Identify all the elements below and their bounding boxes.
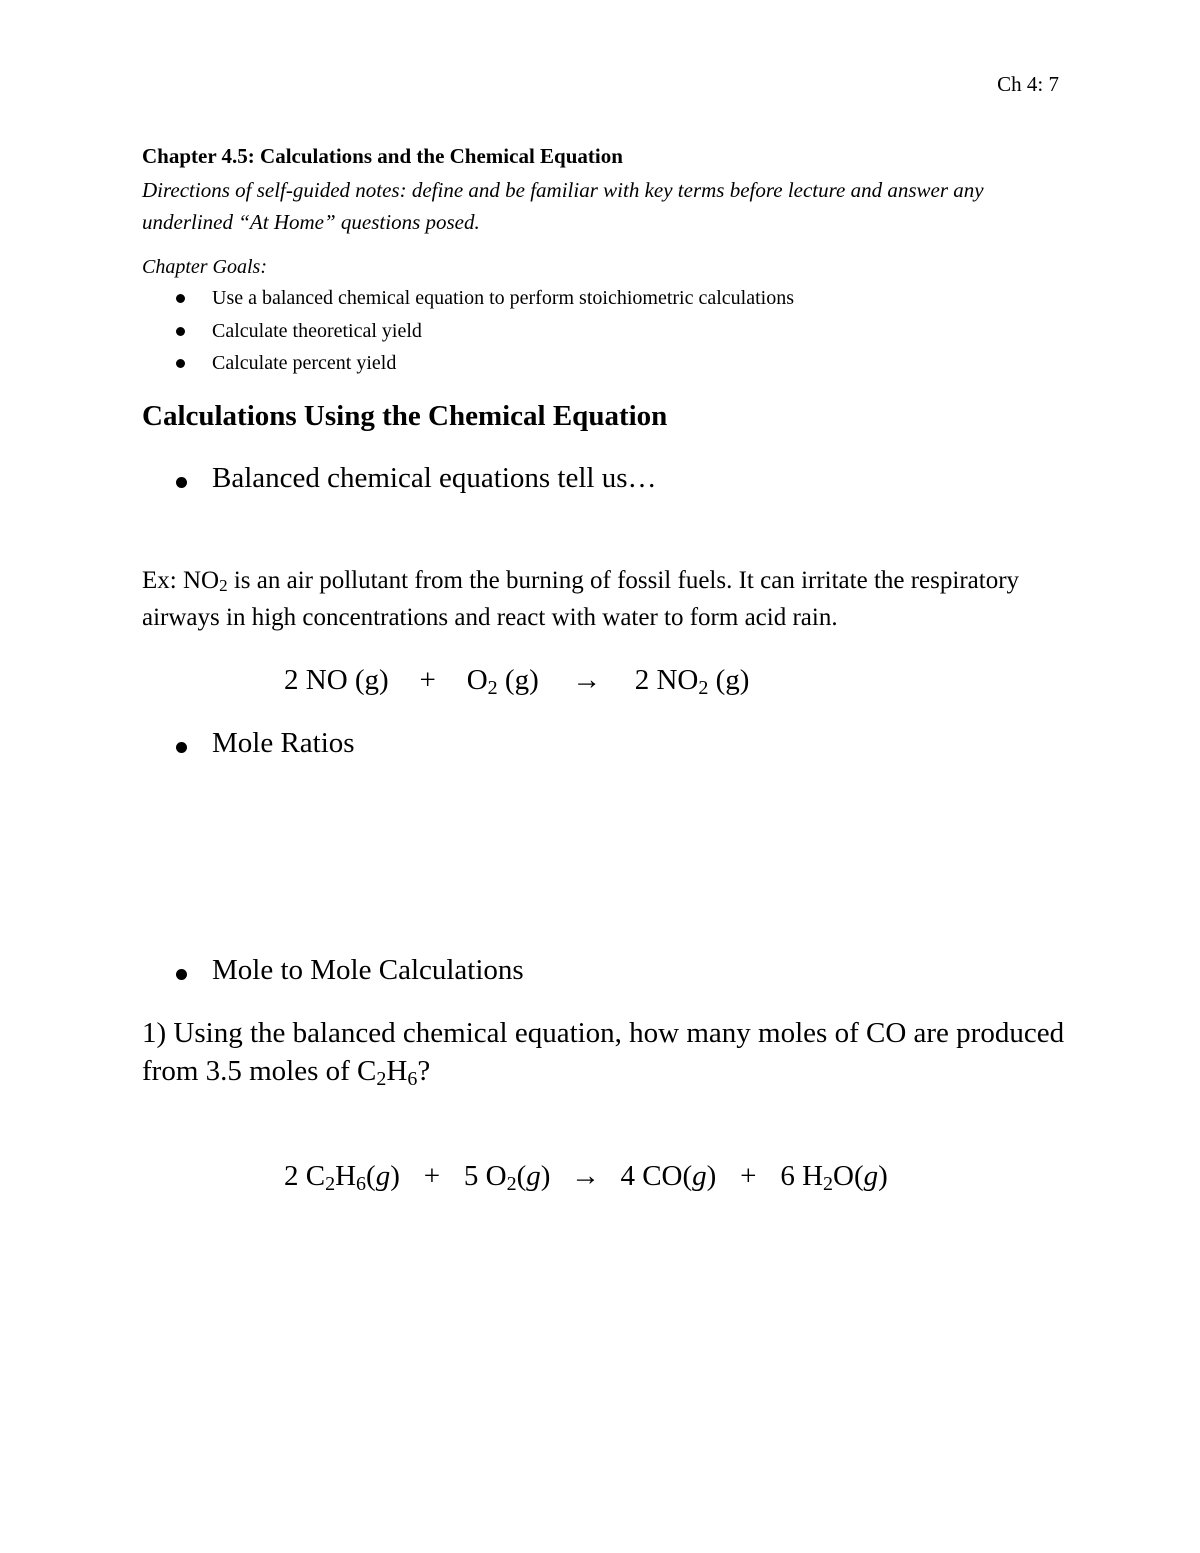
bullet-icon <box>176 477 187 488</box>
subscript: 2 <box>219 576 228 595</box>
eq-plus: + <box>423 1160 441 1192</box>
bullet-text: Balanced chemical equations tell us… <box>212 462 657 494</box>
bullet-balanced-equations <box>142 462 657 495</box>
equation-no-oxidation <box>284 664 749 700</box>
goals-list <box>142 284 794 382</box>
eq-arrow: → <box>572 664 602 696</box>
bullet-icon <box>176 294 185 303</box>
equation-ethane-combustion <box>284 1160 888 1196</box>
directions-text: Directions of self-guided notes: define and be familiar with key terms before lecture and answer any underlined “At Home” questions posed. <box>142 178 984 234</box>
example-rest: is an air pollutant from the burning of fossil fuels. It can irritate the respiratory airways in high concentrations and react with water to form acid rain. <box>142 567 1020 631</box>
bullet-text: Mole Ratios <box>212 727 355 759</box>
goals-label: Chapter Goals: <box>142 256 267 278</box>
goal-text: Calculate percent yield <box>212 352 397 374</box>
eq-product-no2: 2 NO2 (g) <box>634 664 750 699</box>
goal-text: Calculate theoretical yield <box>212 319 422 342</box>
eq-plus: + <box>740 1160 757 1192</box>
bullet-mole-to-mole <box>142 954 524 987</box>
eq-product-h2o: 6 H2O(g) <box>780 1160 888 1195</box>
eq-reactant-no: 2 NO (g) <box>284 664 389 696</box>
bullet-text: Mole to Mole Calculations <box>212 954 524 986</box>
bullet-mole-ratios <box>142 727 355 760</box>
eq-product-co: 4 CO(g) <box>620 1160 717 1192</box>
eq-reactant-o2: O2 (g) <box>466 664 539 699</box>
eq-plus: + <box>419 664 436 696</box>
eq-reactant-c2h6: 2 C2H6(g) <box>284 1160 400 1195</box>
list-item <box>142 349 794 382</box>
example-prefix: Ex: NO <box>142 567 220 594</box>
example-text <box>142 565 1072 634</box>
goal-text: Use a balanced chemical equation to perform stoichiometric calculations <box>212 287 794 309</box>
bullet-icon <box>176 969 187 980</box>
list-item <box>142 284 794 317</box>
eq-arrow: → <box>570 1160 600 1192</box>
page-number: Ch 4: 7 <box>997 72 1059 96</box>
bullet-icon <box>176 742 187 753</box>
question-1: 1) Using the balanced chemical equation, how many moles of CO are produced from 3.5 moles of C2H6? <box>142 1017 1065 1090</box>
section-heading: Calculations Using the Chemical Equation <box>142 400 668 432</box>
bullet-icon <box>176 327 185 336</box>
bullet-icon <box>176 359 185 368</box>
eq-reactant-o2: 5 O2(g) <box>463 1160 551 1195</box>
list-item <box>142 317 794 350</box>
chapter-title: Chapter 4.5: Calculations and the Chemical Equation <box>142 144 623 168</box>
